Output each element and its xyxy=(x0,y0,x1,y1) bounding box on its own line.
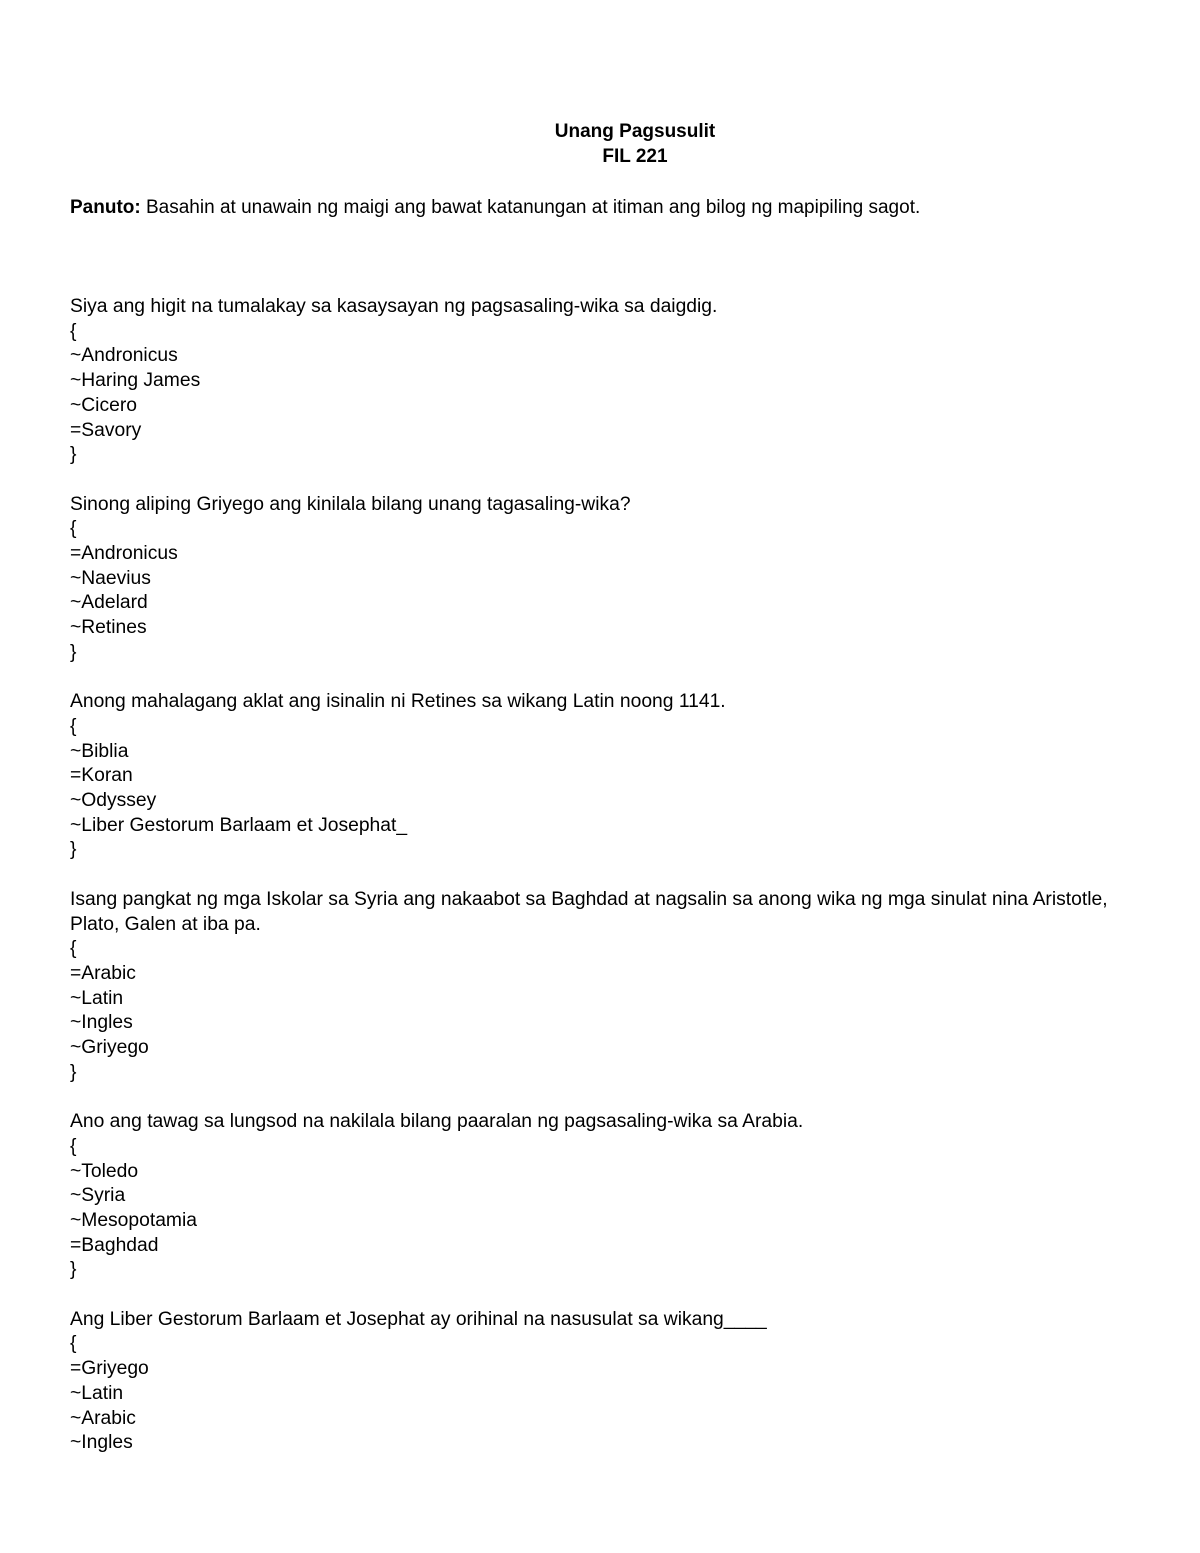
open-brace: { xyxy=(70,518,77,540)
question-block xyxy=(70,295,1140,468)
answer-option: ~Ingles xyxy=(70,1432,133,1454)
answer-option: ~Arabic xyxy=(70,1407,136,1429)
document-title: Unang Pagsusulit xyxy=(554,121,716,142)
answer-option: =Griyego xyxy=(70,1358,149,1380)
question-text: Anong mahalagang aklat ang isinalin ni Retines sa wikang Latin noong 1141. xyxy=(70,691,726,713)
question-text: Isang pangkat ng mga Iskolar sa Syria ang nakaabot sa Baghdad at nagsalin sa anong wika ng mga sinulat nina Aristotle, Plato, Galen at iba pa. xyxy=(70,888,1108,935)
answer-option: ~Retines xyxy=(70,617,147,639)
question-block xyxy=(70,1110,1140,1283)
answer-option: =Andronicus xyxy=(70,543,178,565)
open-brace: { xyxy=(70,938,77,960)
answer-option: =Arabic xyxy=(70,962,136,984)
answer-option: ~Adelard xyxy=(70,592,148,614)
answer-option: ~Toledo xyxy=(70,1160,139,1182)
answer-option: ~Griyego xyxy=(70,1037,149,1059)
answer-option: ~Naevius xyxy=(70,567,151,589)
question-list xyxy=(70,295,1140,1481)
question-block xyxy=(70,888,1140,1086)
question-text: Ang Liber Gestorum Barlaam et Josephat ay orihinal na nasusulat sa wikang____ xyxy=(70,1308,767,1330)
open-brace: { xyxy=(70,1333,77,1355)
answer-option: =Baghdad xyxy=(70,1234,159,1256)
answer-option: ~Latin xyxy=(70,987,124,1009)
document-header xyxy=(0,119,1200,169)
question-text: Ano ang tawag sa lungsod na nakilala bilang paaralan ng pagsasaling-wika sa Arabia. xyxy=(70,1111,804,1133)
close-brace: } xyxy=(70,1061,77,1083)
answer-option: ~Ingles xyxy=(70,1012,133,1034)
answer-option: =Koran xyxy=(70,765,133,787)
open-brace: { xyxy=(70,1135,77,1157)
answer-option: ~Haring James xyxy=(70,370,201,392)
open-brace: { xyxy=(70,320,77,342)
answer-option: ~Cicero xyxy=(70,394,137,416)
answer-option: ~Biblia xyxy=(70,740,129,762)
close-brace: } xyxy=(70,839,77,861)
question-block xyxy=(70,493,1140,666)
question-block xyxy=(70,690,1140,863)
answer-option: =Savory xyxy=(70,419,142,441)
answer-option: ~Liber Gestorum Barlaam et Josephat_ xyxy=(70,814,408,836)
question-text: Sinong aliping Griyego ang kinilala bilang unang tagasaling-wika? xyxy=(70,493,631,515)
answer-option: ~Latin xyxy=(70,1382,124,1404)
question-text: Siya ang higit na tumalakay sa kasaysayan ng pagsasaling-wika sa daigdig. xyxy=(70,296,718,317)
instruction xyxy=(70,195,1140,220)
close-brace: } xyxy=(70,1259,77,1281)
answer-option: ~Syria xyxy=(70,1185,126,1207)
instruction-label: Panuto: xyxy=(70,197,141,218)
answer-option: ~Odyssey xyxy=(70,790,157,812)
close-brace: } xyxy=(70,444,77,466)
question-block xyxy=(70,1308,1140,1456)
answer-option: ~Mesopotamia xyxy=(70,1209,198,1231)
course-code: FIL 221 xyxy=(602,146,668,167)
close-brace: } xyxy=(70,641,77,663)
instruction-text: Basahin at unawain ng maigi ang bawat katanungan at itiman ang bilog ng mapipiling sagot. xyxy=(140,197,921,218)
answer-option: ~Andronicus xyxy=(70,345,178,367)
open-brace: { xyxy=(70,715,77,737)
